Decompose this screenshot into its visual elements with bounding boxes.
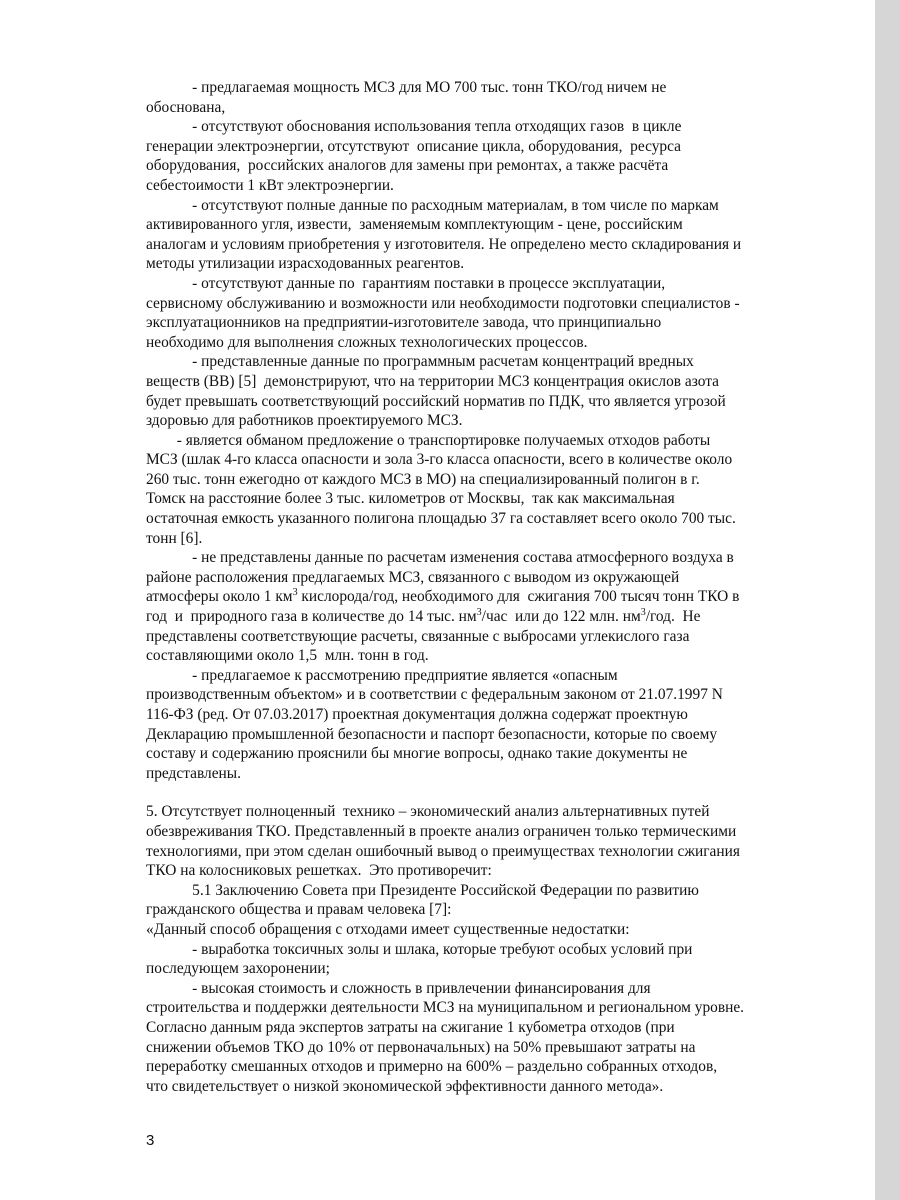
paragraph-gap xyxy=(146,783,819,802)
paragraph-hazardous-object: - предлагаемое к рассмотрению предприятие является «опасным производственным объектом» и в соответствии с федеральным законом от 21.07.1997 N 116-ФЗ (ред. От 07.03.2017) проектная документация должна содержат проектную Декларацию промышленной безопасности и паспорт безопасности, которые по своему составу и содержанию прояснили бы многие вопросы, однако такие документы не представлены. xyxy=(146,666,723,782)
paragraph-waste-transport: - является обманом предложение о транспортировке получаемых отходов работы МСЗ (шлак 4-го класса опасности и зола 3-го класса опасности, всего в количестве около 260 тыс. тонн ежегодно от каждого МСЗ в МО) на специализированный полигон в г. Томск на расстояние более 3 тыс. километров от Москвы, так как максимальная остаточная емкость указанного полигона площадью 37 га составляет всего около 700 тыс. тонн [6]. xyxy=(146,431,736,547)
paragraph-emissions: - представленные данные по программным расчетам концентраций вредных веществ (ВВ) [5] демонстрируют, что на территории МСЗ концентрация окислов азота будет превышать соответствующий российский норматив по ПДК, что является угрозой здоровью для работников проектируемого МСЗ. xyxy=(146,353,726,430)
atmo-part2: кислорода/год, необходимого для сжигания 700 тысяч тонн ТКО в год и природного газа в количестве до 14 тыс. нм xyxy=(146,588,740,626)
atmo-part1: - не представлены данные по расчетам изменения состава атмосферного воздуха в районе расположения предлагаемых МСЗ, связанного с выводом из окружающей атмосферы около 1 км xyxy=(146,549,734,606)
paragraph-atmosphere xyxy=(146,548,819,666)
paragraph-capacity: - предлагаемая мощность МСЗ для МО 700 тыс. тонн ТКО/год ничем не обоснована, xyxy=(146,79,667,116)
quote-intro: «Данный способ обращения с отходами имеет существенные недостатки: xyxy=(146,920,630,938)
paragraph-service: - отсутствуют данные по гарантиям поставки в процессе эксплуатации, сервисному обслуживанию и возможности или необходимости подготовки специалистов - эксплуатационников на предприятии-изготовителе завода, что принципиально необходимо для выполнения сложных технологических процессов. xyxy=(146,274,740,351)
quote-item-toxic: - выработка токсичных золы и шлака, которые требуют особых условий при последующем захоронении; xyxy=(146,940,693,978)
superscript: 3 xyxy=(476,606,482,618)
quote-item-cost: - высокая стоимость и сложность в привлечении финансирования для строительства и поддержки деятельности МСЗ на муниципальном и региональном уровне. Согласно данным ряда экспертов затраты на сжигание 1 кубометра отходов (при снижении объемов ТКО до 10% от первоначальных) на 50% превышают затраты на переработку смешанных отходов и примерно на 600% – раздельно собранных отходов, что свидетельствует о низкой экономической эффективности данного метода». xyxy=(146,979,745,1095)
paragraph-heat-use: - отсутствуют обоснования использования тепла отходящих газов в цикле генерации электроэнергии, отсутствуют описание цикла, оборудования, ресурса оборудования, российских аналогов для замены при ремонтах, а также расчёта себестоимости 1 кВт электроэнергии. xyxy=(146,118,682,194)
atmo-part4: /год. Не представлены соответствующие расчеты, связанные с выбросами углекислого газа составляющими около 1,5 млн. тонн в год. xyxy=(146,608,701,665)
atmo-part3: /час или до 122 млн. нм xyxy=(481,608,641,626)
page-number: 3 xyxy=(146,1132,155,1149)
viewer-background-strip xyxy=(875,0,900,1200)
section-5-1: 5.1 Заключению Совета при Президенте Российской Федерации по развитию гражданского общества и правам человека [7]: xyxy=(146,881,699,919)
paragraph-consumables: - отсутствуют полные данные по расходным материалам, в том числе по маркам активированного угля, извести, заменяемым комплектующим - цене, российским аналогам и условиям приобретения у изготовителя. Не определено место складирования и методы утилизации израсходованных реагентов. xyxy=(146,196,742,273)
superscript: 3 xyxy=(640,606,646,618)
superscript: 3 xyxy=(292,587,298,599)
section-5-intro: 5. Отсутствует полноценный технико – экономический анализ альтернативных путей обезвреживания ТКО. Представленный в проекте анализ ограничен только термическими технологиями, при этом сделан ошибочный вывод о преимуществах технологии сжигания ТКО на колосниковых решетках. Это противоречит: xyxy=(146,803,740,880)
